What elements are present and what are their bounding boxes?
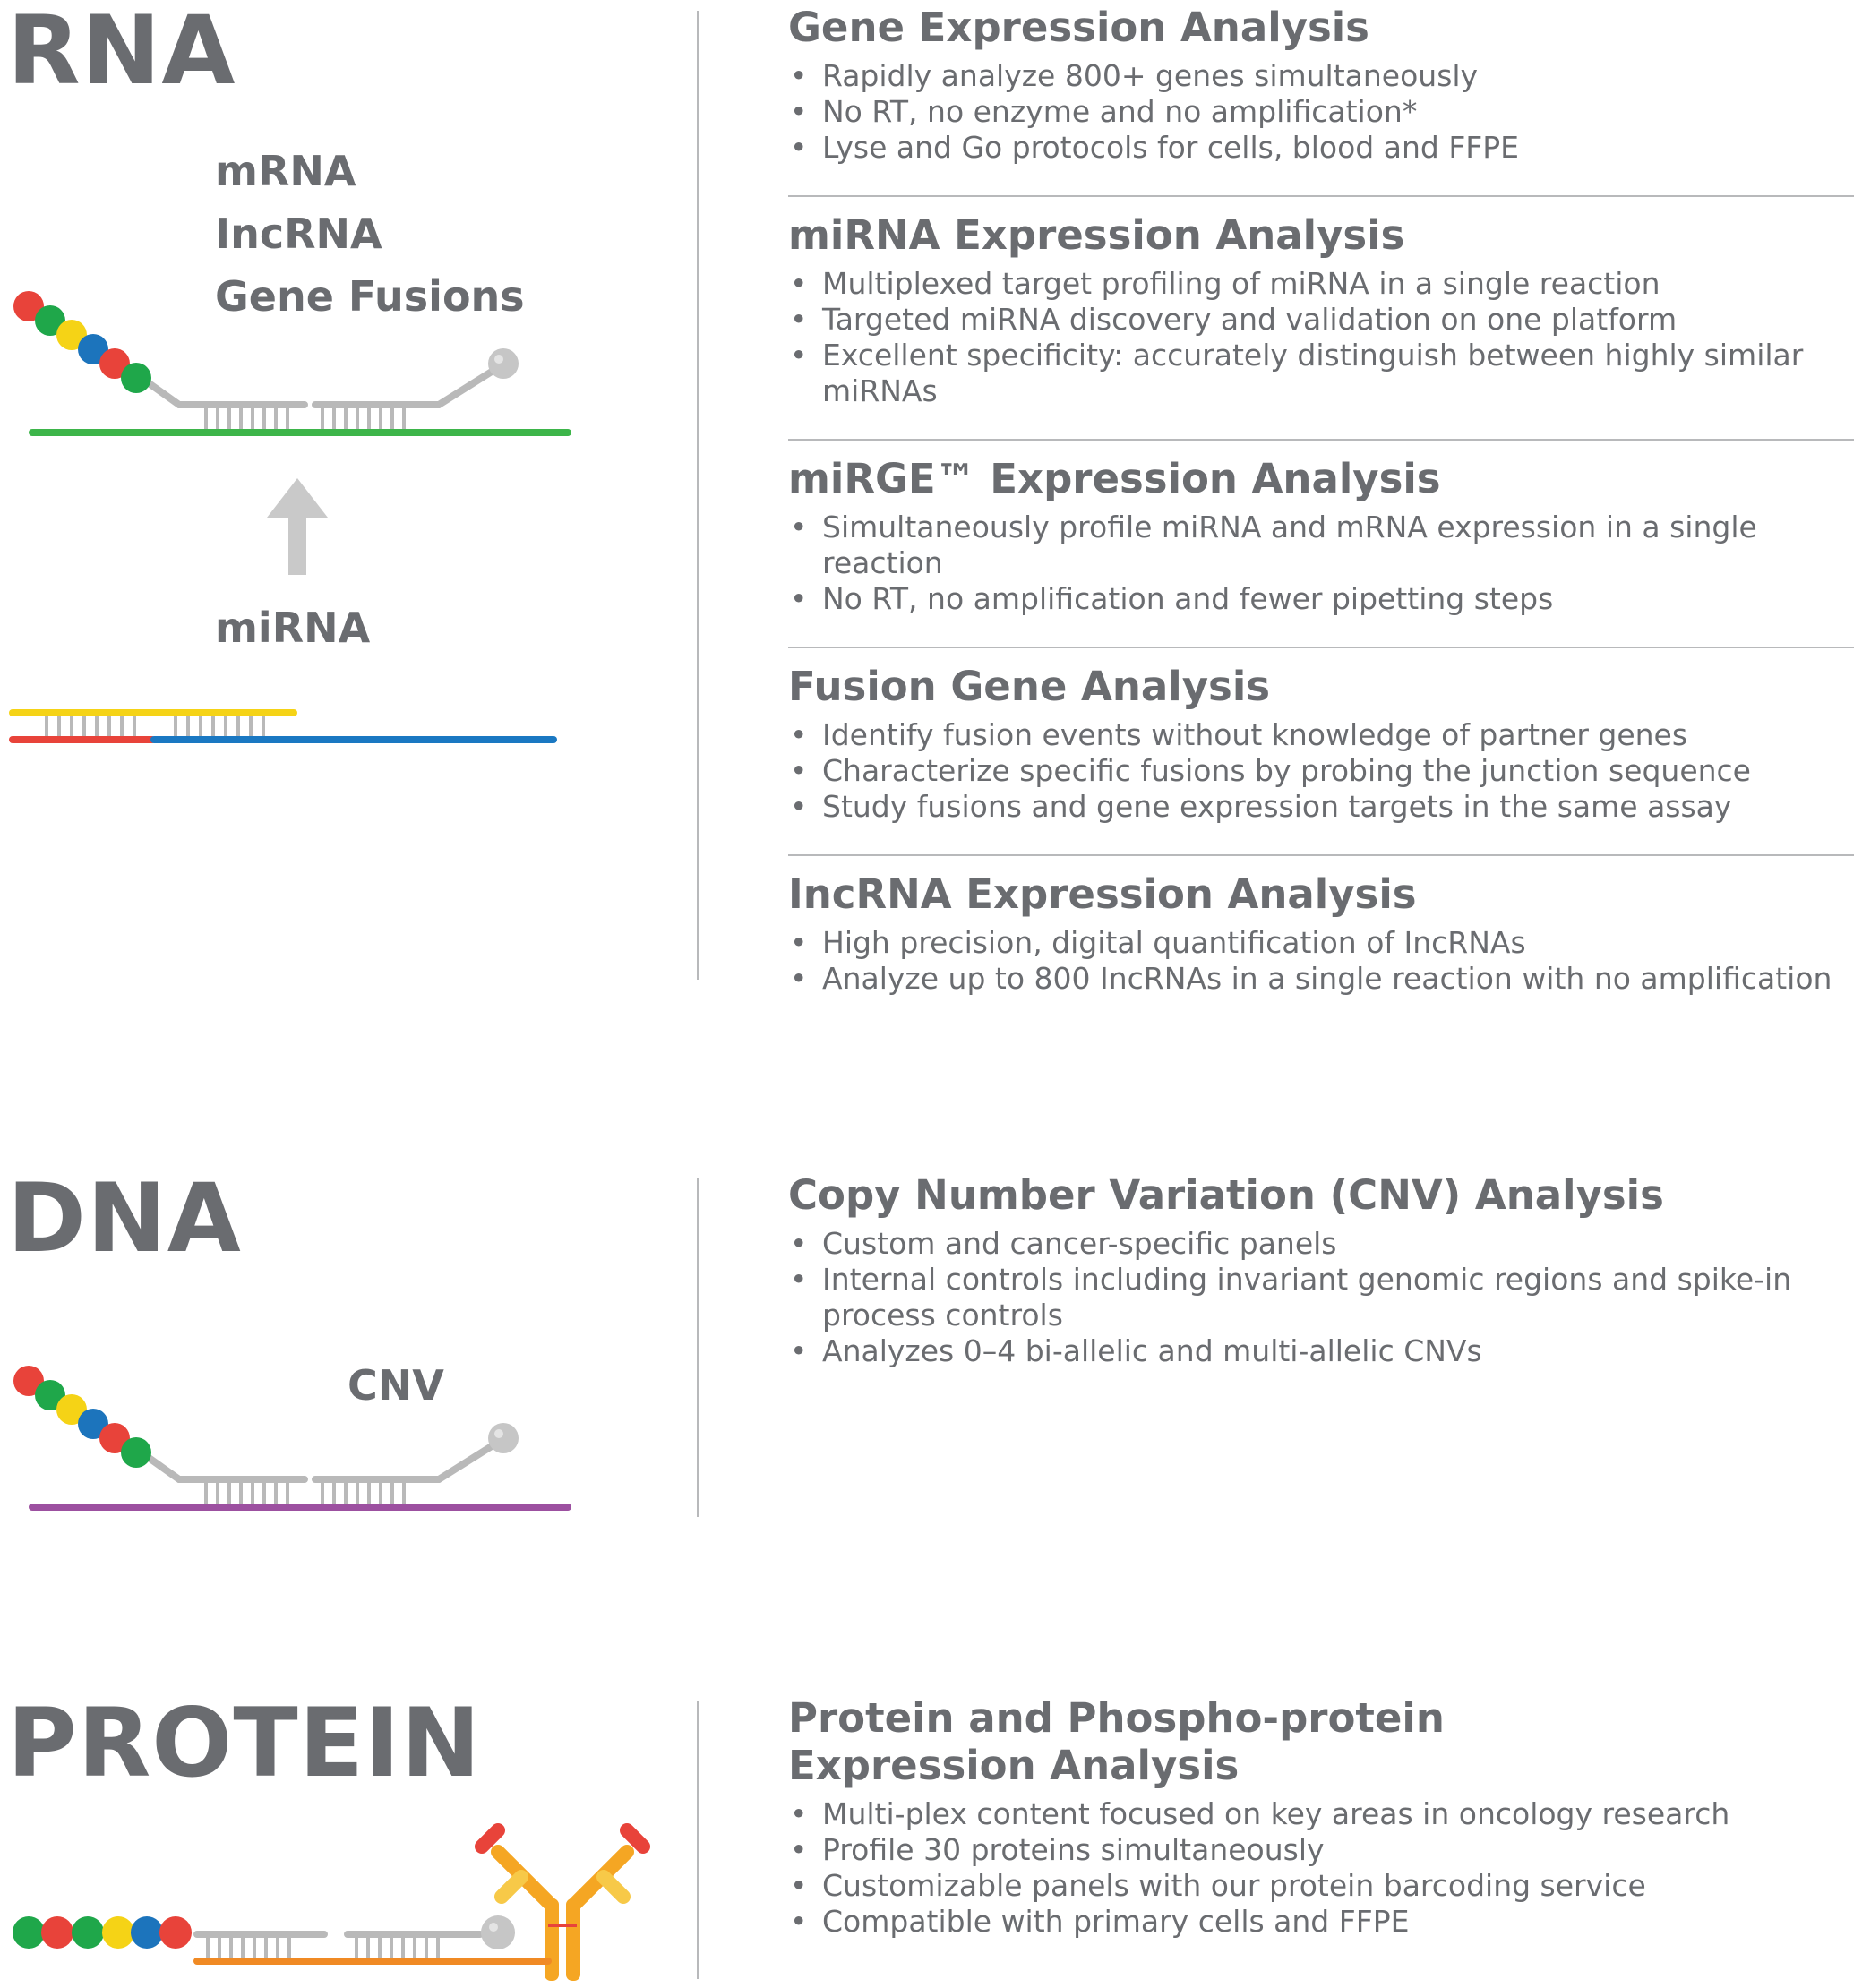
label-lncrna: IncRNA	[215, 210, 382, 258]
capture-probe-ticks	[322, 1479, 404, 1506]
rna-block-fusion-gene	[788, 663, 1854, 825]
protein-vertical-divider	[697, 1701, 699, 1979]
rna-block-mirna-expression	[788, 211, 1854, 409]
reporter-probe-ticks	[206, 405, 287, 432]
bullet-item: • High precision, digital quantification of IncRNAs	[788, 925, 1854, 961]
bullet-list	[788, 510, 1854, 617]
block-title: IncRNA Expression Analysis	[788, 870, 1417, 918]
bullet-item: • Analyze up to 800 IncRNAs in a single reaction with no amplification	[788, 961, 1854, 997]
bullet-item: • Customizable panels with our protein barcoding service	[788, 1868, 1854, 1904]
biotin-bead	[488, 1423, 519, 1453]
dna-vertical-divider	[697, 1178, 699, 1517]
bullet-item: • Multiplexed target profiling of miRNA in a single reaction	[788, 266, 1854, 302]
rna-section-title: RNA	[7, 0, 236, 106]
bullet-item: • No RT, no amplification and fewer pipetting steps	[788, 581, 1854, 617]
antibody-left-tip	[482, 1830, 498, 1847]
antibody-right-tip	[627, 1830, 643, 1847]
block-title: Copy Number Variation (CNV) Analysis	[788, 1171, 1664, 1219]
capture-probe-stem	[315, 1440, 502, 1479]
bullet-item: • Study fusions and gene expression targets in the same assay	[788, 789, 1854, 825]
up-arrow-icon	[265, 476, 330, 577]
bullet-item: • Targeted miRNA discovery and validation on one platform	[788, 302, 1854, 338]
bullet-item: • Simultaneously profile miRNA and mRNA expression in a single reaction	[788, 510, 1854, 581]
capture-probe-stem	[315, 365, 502, 405]
rna-block-lncrna-expression	[788, 870, 1854, 997]
reporter-probe-stem	[139, 376, 305, 405]
bullet-list	[788, 266, 1854, 409]
bullet-item: • Profile 30 proteins simultaneously	[788, 1832, 1854, 1868]
protein-section-title: PROTEIN	[7, 1688, 482, 1798]
dna-section-title: DNA	[7, 1163, 242, 1273]
bullet-list	[788, 1796, 1854, 1940]
bead-green	[72, 1916, 104, 1949]
section-divider	[788, 647, 1854, 648]
bead-blue	[131, 1916, 163, 1949]
protein-probe-diagram	[0, 1791, 663, 1984]
section-divider	[788, 195, 1854, 197]
bead-green	[121, 363, 151, 393]
antibody-stem-right	[566, 1898, 580, 1981]
label-cnv: CNV	[348, 1361, 444, 1410]
block-title: Fusion Gene Analysis	[788, 663, 1271, 710]
bead-yellow	[102, 1916, 134, 1949]
bullet-list	[788, 925, 1854, 997]
bullet-list	[788, 58, 1854, 166]
biotin-bead	[481, 1915, 515, 1949]
label-mrna: mRNA	[215, 147, 356, 195]
mirna-ligation-diagram	[0, 698, 573, 752]
bullet-list	[788, 1226, 1854, 1369]
capture-probe	[315, 348, 519, 432]
section-divider	[788, 439, 1854, 441]
bullet-item: • Lyse and Go protocols for cells, blood and FFPE	[788, 130, 1854, 166]
reporter-probe	[13, 291, 305, 432]
bullet-item: • Characterize specific fusions by probing the junction sequence	[788, 753, 1854, 789]
label-gene-fusions: Gene Fusions	[215, 272, 525, 321]
label-mirna: miRNA	[215, 604, 371, 652]
rna-block-gene-expression	[788, 4, 1854, 166]
rna-probe-diagram	[0, 269, 591, 457]
bullet-item: • Excellent specificity: accurately distinguish between highly similar miRNAs	[788, 338, 1854, 409]
bead-red	[159, 1916, 192, 1949]
rna-block-mirge-expression	[788, 455, 1854, 617]
bullet-item: • Rapidly analyze 800+ genes simultaneously	[788, 58, 1854, 94]
bullet-list	[788, 717, 1854, 825]
reporter-probe-ticks	[206, 1479, 287, 1506]
bullet-item: • Multi-plex content focused on key areas in oncology research	[788, 1796, 1854, 1832]
capture-probe	[315, 1423, 519, 1506]
dna-block-cnv	[788, 1171, 1854, 1369]
block-title-line-1: Protein and Phospho-protein	[788, 1694, 1445, 1742]
block-title: miRGE™ Expression Analysis	[788, 455, 1441, 502]
biotin-bead	[488, 348, 519, 379]
bullet-item: • Analyzes 0–4 bi-allelic and multi-allelic CNVs	[788, 1333, 1854, 1369]
mirna-bridge-ticks	[47, 716, 263, 736]
bead-red	[41, 1916, 73, 1949]
antibody-left-light-chain	[502, 1877, 521, 1897]
block-title: Gene Expression Analysis	[788, 4, 1369, 51]
dna-probe-diagram	[0, 1343, 591, 1531]
capture-probe-ticks	[322, 405, 404, 432]
reporter-probe-stem	[139, 1451, 305, 1479]
reporter-probe	[13, 1366, 305, 1506]
bullet-item: • Internal controls including invariant genomic regions and spike-in process controls	[788, 1262, 1854, 1333]
protein-block-expression	[788, 1694, 1854, 1940]
section-divider	[788, 854, 1854, 856]
antibody-stem-left	[545, 1898, 559, 1981]
antibody-right-light-chain	[604, 1877, 623, 1897]
rna-vertical-divider	[697, 11, 699, 980]
block-title-line-2: Expression Analysis	[788, 1742, 1240, 1790]
bullet-item: • Identify fusion events without knowledge of partner genes	[788, 717, 1854, 753]
bead-green	[121, 1437, 151, 1468]
bullet-item: • No RT, no enzyme and no amplification*	[788, 94, 1854, 130]
bead-green	[13, 1916, 45, 1949]
block-title: miRNA Expression Analysis	[788, 211, 1405, 259]
bullet-item: • Custom and cancer-specific panels	[788, 1226, 1854, 1262]
bullet-item: • Compatible with primary cells and FFPE	[788, 1904, 1854, 1940]
